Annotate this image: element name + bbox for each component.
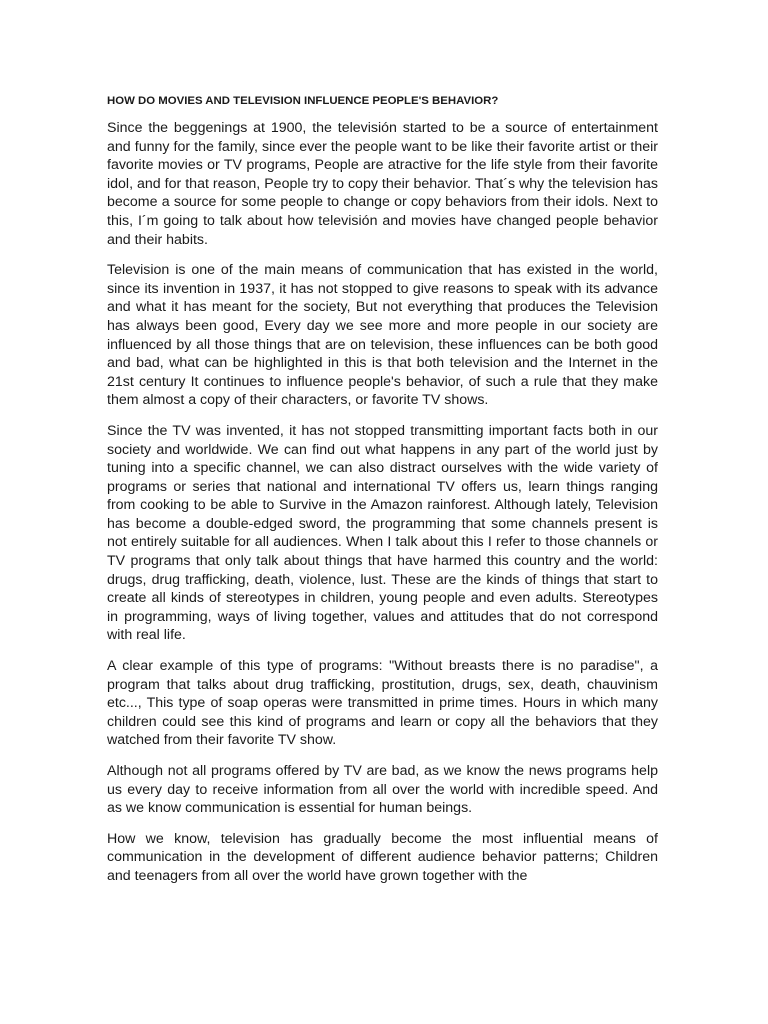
paragraph-3: Since the TV was invented, it has not stopped transmitting important facts both in our society and worldwide. We can find out what happens in any part of the world just by tuning into a specific channel, we can also distract ourselves with the wide variety of programs or series that national and international TV offers us, learn things ranging from cooking to be able to Survive in the Amazon rainforest. Although lately, Television has become a double-edged sword, the programming that some channels present is not entirely suitable for all audiences. When I talk about this I refer to those channels or TV programs that only talk about things that have harmed this country and the world: drugs, drug trafficking, death, violence, lust. These are the kinds of things that start to create all kinds of stereotypes in children, young people and even adults. Stereotypes in programming, ways of living together, values and attitudes that do not correspond with real life. xyxy=(107,422,658,644)
paragraph-5: Although not all programs offered by TV are bad, as we know the news programs help us every day to receive information from all over the world with incredible speed. And as we know communication is essential for human beings. xyxy=(107,763,658,817)
paragraph-1: Since the beggenings at 1900, the televisión started to be a source of entertainment and funny for the family, since ever the people want to be like their favorite artist or their favorite movies or TV programs, People are atractive for the life style from their favorite idol, and for that reason, People try to copy their behavior. That´s why the television has become a source for some people to change or copy behaviors from their idols. Next to this, I´m going to talk about how televisión and movies have changed people behavior and their habits. xyxy=(107,120,658,248)
paragraph-4: A clear example of this type of programs: "Without breasts there is no paradise", a program that talks about drug trafficking, prostitution, drugs, sex, death, chauvinism etc..., This type of soap operas were transmitted in prime times. Hours in which many children could see this kind of programs and learn or copy all the behaviors that they watched from their favorite TV show. xyxy=(107,658,658,749)
paragraph-2: Television is one of the main means of communication that has existed in the world, since its invention in 1937, it has not stopped to give reasons to speak with its advance and what it has meant for the society, But not everything that produces the Television has always been good, Every day we see more and more people in our society are influenced by all those things that are on television, these influences can be both good and bad, what can be highlighted in this is that both television and the Internet in the 21st century It continues to influence people's behavior, of such a rule that they make them almost a copy of their characters, or favorite TV shows. xyxy=(107,262,658,409)
paragraph-6: How we know, television has gradually become the most influential means of communication in the development of different audience behavior patterns; Children and teenagers from all over the world have grown together with the xyxy=(107,830,658,884)
document-title: HOW DO MOVIES AND TELEVISION INFLUENCE PEOPLE'S BEHAVIOR? xyxy=(107,95,499,107)
